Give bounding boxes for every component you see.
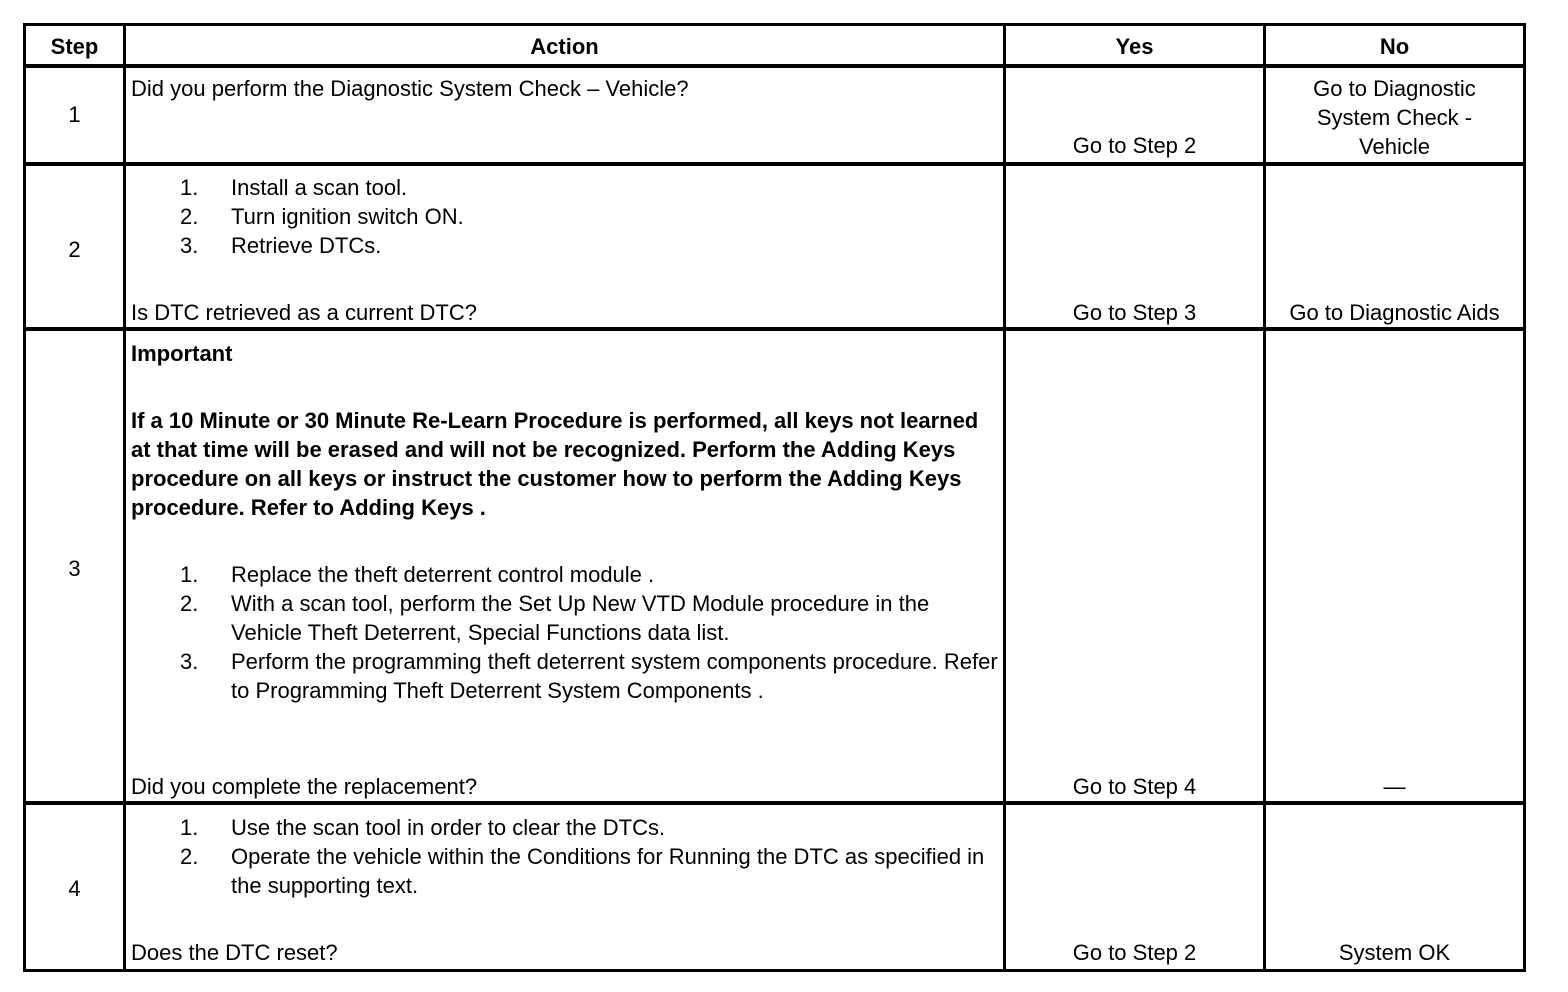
step-number: 2 bbox=[68, 237, 81, 262]
yes-result-link[interactable]: Go to Step 3 bbox=[1072, 300, 1197, 325]
action-question: Is DTC retrieved as a current DTC? bbox=[131, 300, 477, 325]
header-action: Action bbox=[530, 34, 599, 59]
list-item: 2. Operate the vehicle within the Conditions for Running the DTC as specified in the supporting text. bbox=[180, 844, 985, 898]
diagnostic-table bbox=[23, 23, 1526, 972]
row-divider bbox=[26, 801, 1523, 805]
list-item: 1. Replace the theft deterrent control module . bbox=[180, 562, 655, 587]
yes-result-link[interactable]: Go to Step 2 bbox=[1072, 133, 1197, 158]
no-result: System OK bbox=[1338, 940, 1451, 965]
step-number: 4 bbox=[68, 876, 81, 901]
list-item: 2. With a scan tool, perform the Set Up New VTD Module procedure in the Vehicle Theft Deterrent, Special Functions data list. bbox=[180, 591, 930, 645]
important-heading: Important bbox=[131, 341, 233, 366]
list-item: 3. Perform the programming theft deterrent system components procedure. Refer to Programming Theft Deterrent System Components . bbox=[180, 649, 998, 703]
action-question: Does the DTC reset? bbox=[131, 940, 338, 965]
row-divider bbox=[26, 162, 1523, 166]
action-question: Did you perform the Diagnostic System Check – Vehicle? bbox=[131, 76, 689, 101]
yes-result-link[interactable]: Go to Step 2 bbox=[1072, 940, 1197, 965]
action-steps bbox=[131, 173, 1001, 260]
row-divider bbox=[26, 64, 1523, 68]
header-step: Step bbox=[50, 34, 99, 59]
list-item: 1. Install a scan tool. bbox=[180, 175, 408, 200]
header-yes: Yes bbox=[1115, 34, 1154, 59]
action-question: Did you complete the replacement? bbox=[131, 774, 478, 799]
step-number: 3 bbox=[68, 556, 81, 581]
no-result-link[interactable]: Go to Diagnostic System Check - Vehicle bbox=[1313, 76, 1476, 159]
list-item: 2. Turn ignition switch ON. bbox=[180, 204, 464, 229]
column-divider bbox=[123, 26, 126, 969]
action-steps bbox=[131, 813, 1001, 900]
step-number: 1 bbox=[68, 102, 81, 127]
no-result: — bbox=[1383, 774, 1406, 799]
column-divider bbox=[1003, 26, 1006, 969]
list-item: 3. Retrieve DTCs. bbox=[180, 233, 382, 258]
column-divider bbox=[1263, 26, 1266, 969]
action-steps bbox=[131, 560, 1001, 705]
yes-result-link[interactable]: Go to Step 4 bbox=[1072, 774, 1197, 799]
important-note: If a 10 Minute or 30 Minute Re-Learn Procedure is performed, all keys not learned at that time will be erased and will not be recognized. Perform the Adding Keys procedure on all keys or instruct the customer how to perform the Adding Keys procedure. Refer to Adding Keys . bbox=[131, 408, 979, 520]
no-result-link[interactable]: Go to Diagnostic Aids bbox=[1289, 300, 1500, 325]
list-item: 1. Use the scan tool in order to clear the DTCs. bbox=[180, 815, 666, 840]
row-divider bbox=[26, 327, 1523, 331]
header-no: No bbox=[1379, 34, 1410, 59]
